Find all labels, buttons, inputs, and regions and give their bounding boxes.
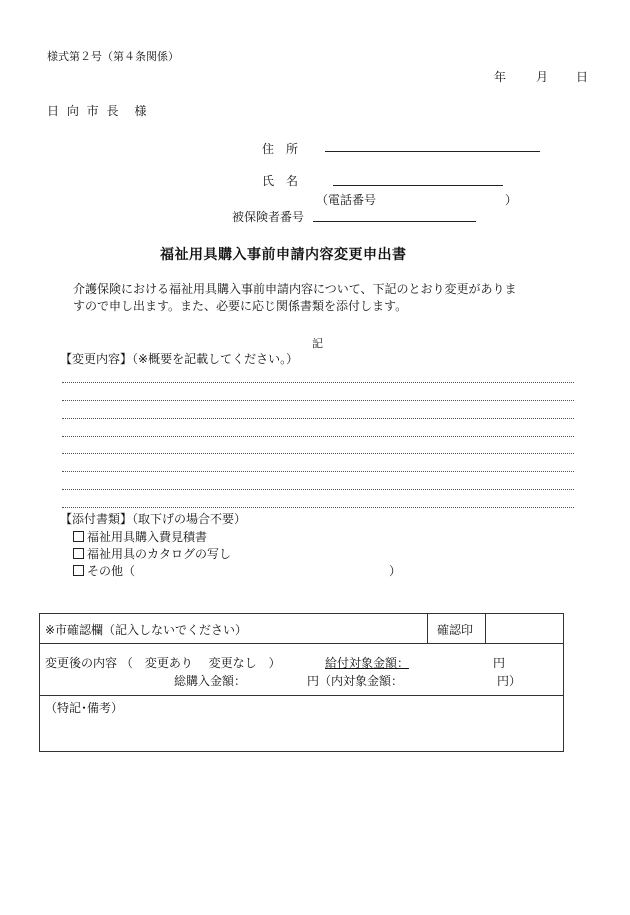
inner-amount-unit: 円） bbox=[497, 674, 522, 688]
document-title: 福祉用具購入事前申請内容変更申出書 bbox=[160, 247, 407, 263]
change-line[interactable] bbox=[62, 418, 574, 419]
attach-heading bbox=[60, 510, 246, 527]
seal-cell[interactable] bbox=[487, 615, 561, 642]
benefit-amount-label: 給付対象金額： bbox=[325, 656, 410, 670]
attach-heading-title: 【添付書類】 bbox=[60, 512, 133, 526]
attach-item-other[interactable] bbox=[73, 562, 135, 579]
change-line[interactable] bbox=[62, 400, 574, 401]
address-field[interactable] bbox=[325, 151, 540, 152]
name-label: 氏 名 bbox=[262, 174, 299, 188]
intro-line-1: 介護保険における福祉用具購入事前申請内容について、下記のとおり変更がありま bbox=[73, 282, 517, 296]
phone-close: ） bbox=[505, 193, 518, 207]
seal-divider-left bbox=[427, 613, 428, 643]
attach-heading-note: （取下げの場合不要） bbox=[132, 512, 247, 526]
change-heading-title: 【変更内容】 bbox=[60, 352, 133, 366]
change-line[interactable] bbox=[62, 471, 574, 472]
seal-divider-right bbox=[485, 613, 486, 643]
checkbox-icon[interactable] bbox=[73, 531, 84, 542]
date-month: 月 bbox=[536, 70, 549, 84]
change-line[interactable] bbox=[62, 382, 574, 383]
change-line[interactable] bbox=[62, 489, 574, 490]
ki-label: 記 bbox=[312, 337, 323, 350]
attach-item-estimate[interactable] bbox=[73, 528, 207, 545]
office-header: ※市確認欄（記入しないでください） bbox=[45, 623, 248, 637]
attach-item-catalog[interactable] bbox=[73, 545, 231, 562]
attach-other-close: ） bbox=[389, 564, 402, 578]
remarks-field[interactable] bbox=[41, 716, 560, 748]
after-change-label: 変更後の内容 （ 変更あり 変更なし ） bbox=[45, 656, 281, 670]
change-line[interactable] bbox=[62, 436, 574, 437]
checkbox-icon[interactable] bbox=[73, 548, 84, 559]
phone-open: （電話番号 bbox=[316, 193, 377, 207]
form-number: 様式第２号（第４条関係） bbox=[47, 50, 179, 63]
attach-item-label: 福祉用具購入費見積書 bbox=[87, 530, 208, 544]
seal-label: 確認印 bbox=[437, 623, 474, 637]
attach-item-label: その他（ bbox=[87, 564, 136, 578]
total-amount-label: 総購入金額： bbox=[174, 674, 247, 688]
insured-number-label: 被保険者番号 bbox=[232, 210, 305, 224]
benefit-amount-field[interactable] bbox=[325, 654, 505, 671]
office-divider bbox=[39, 643, 563, 644]
insured-number-field[interactable] bbox=[313, 221, 476, 222]
change-line[interactable] bbox=[62, 453, 574, 454]
change-line[interactable] bbox=[62, 507, 574, 508]
change-heading-note: （※概要を記載してください。） bbox=[132, 352, 299, 366]
intro-line-2: すので申し出ます。また、必要に応じ関係書類を添付します。 bbox=[73, 299, 408, 313]
remarks-label: （特記･備考） bbox=[45, 701, 124, 715]
date-year: 年 bbox=[494, 70, 507, 84]
inner-amount-label: 円（内対象金額： bbox=[307, 674, 404, 688]
office-divider bbox=[39, 695, 563, 696]
date-day: 日 bbox=[576, 70, 589, 84]
benefit-unit: 円 bbox=[493, 656, 506, 670]
name-field[interactable] bbox=[333, 185, 503, 186]
address-label: 住 所 bbox=[262, 142, 299, 156]
checkbox-icon[interactable] bbox=[73, 565, 84, 576]
attach-item-label: 福祉用具のカタログの写し bbox=[87, 547, 232, 561]
recipient: 日 向 市 長 様 bbox=[47, 104, 149, 118]
change-heading bbox=[60, 350, 298, 367]
